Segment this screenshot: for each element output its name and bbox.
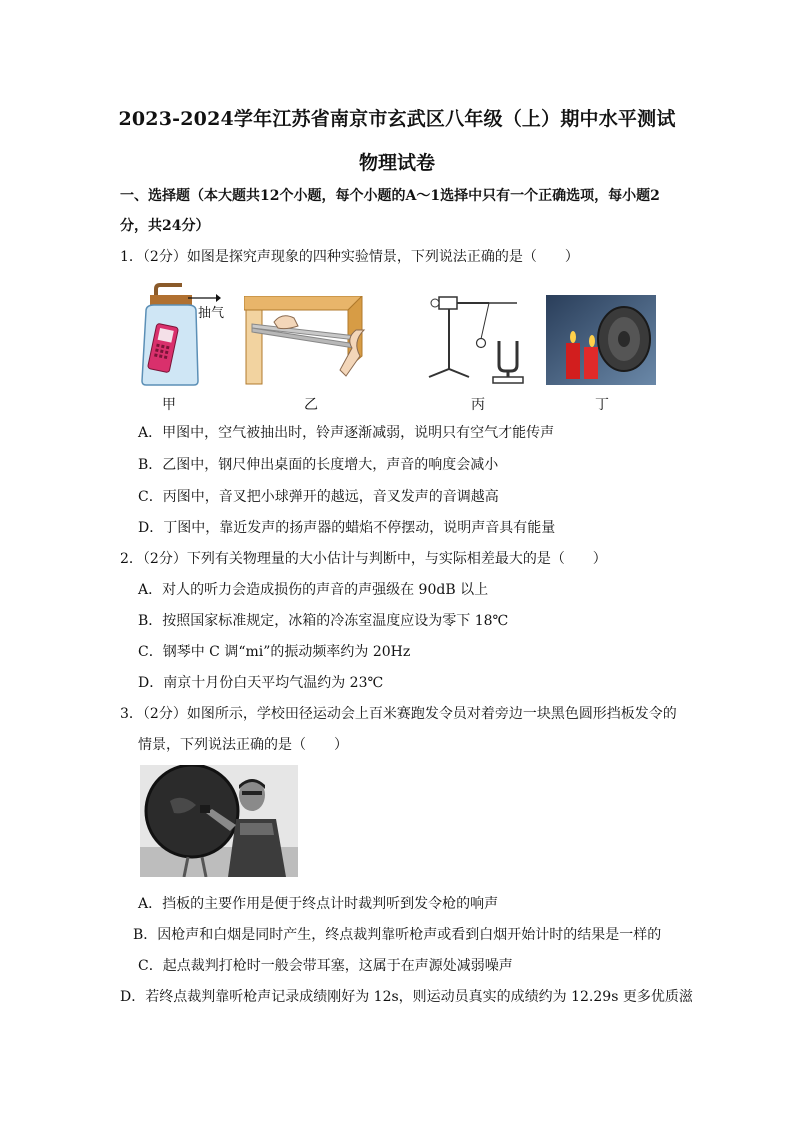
q3-option-a: A．挡板的主要作用是便于终点计时裁判听到发令枪的响声 — [138, 896, 499, 912]
pump-label: 抽气 — [198, 306, 225, 321]
fig-label-bing: 丙 — [471, 397, 485, 413]
speaker-candle-photo — [546, 295, 656, 385]
ruler-table-figure — [244, 296, 366, 386]
exam-subtitle: 物理试卷 — [358, 152, 435, 174]
question-1-stem: 1．（2分）如图是探究声现象的四种实验情景，下列说法正确的是（ ） — [120, 249, 579, 265]
q3-option-c: C．起点裁判打枪时一般会带耳塞，这属于在声源处减弱噪声 — [138, 958, 513, 974]
q1-option-d: D．丁图中，靠近发声的扬声器的蜡焰不停摆动，说明声音具有能量 — [138, 520, 556, 536]
q1-option-b: B．乙图中，钢尺伸出桌面的长度增大，声音的响度会减小 — [138, 457, 499, 473]
question-3-stem: 3．（2分）如图所示，学校田径运动会上百米赛跑发令员对着旁边一块黑色圆形挡板发令的 — [120, 706, 677, 722]
q3-option-d: D．若终点裁判靠听枪声记录成绩刚好为 12s，则运动员真实的成绩约为 12.29s 更多优质滋 — [120, 989, 693, 1005]
q2-option-a: A．对人的听力会造成损伤的声音的声强级在 90dB 以上 — [138, 582, 489, 598]
fig-label-ding: 丁 — [595, 397, 609, 413]
tuning-fork-figure — [419, 283, 529, 387]
fig-label-jia: 甲 — [162, 397, 176, 413]
question-3-stem-cont: 情景，下列说法正确的是（ ） — [138, 737, 348, 753]
question-2-stem: 2．（2分）下列有关物理量的大小估计与判断中，与实际相差最大的是（ ） — [120, 551, 607, 567]
q2-option-c: C．钢琴中 C 调“mi”的振动频率约为 20Hz — [138, 644, 411, 660]
q1-option-a: A．甲图中，空气被抽出时，铃声逐渐减弱，说明只有空气才能传声 — [138, 425, 555, 441]
fig-label-yi: 乙 — [304, 397, 318, 413]
section-heading-cont: 分，共24分） — [120, 218, 210, 234]
section-heading: 一、选择题（本大题共12个小题，每个小题的A～1选择中只有一个正确选项，每小题2 — [120, 188, 660, 204]
arrow-right-icon — [186, 292, 222, 304]
exam-title: 2023-2024学年江苏省南京市玄武区八年级（上）期中水平测试 — [118, 108, 676, 130]
q1-option-c: C．丙图中，音叉把小球弹开的越远，音叉发声的音调越高 — [138, 489, 499, 505]
q2-option-b: B．按照国家标准规定，冰箱的冷冻室温度应设为零下 18℃ — [138, 613, 509, 629]
starter-gun-photo — [140, 765, 298, 877]
q3-option-b: B．因枪声和白烟是同时产生，终点裁判靠听枪声或看到白烟开始计时的结果是一样的 — [133, 927, 662, 943]
q2-option-d: D．南京十月份白天平均气温约为 23℃ — [138, 675, 384, 691]
